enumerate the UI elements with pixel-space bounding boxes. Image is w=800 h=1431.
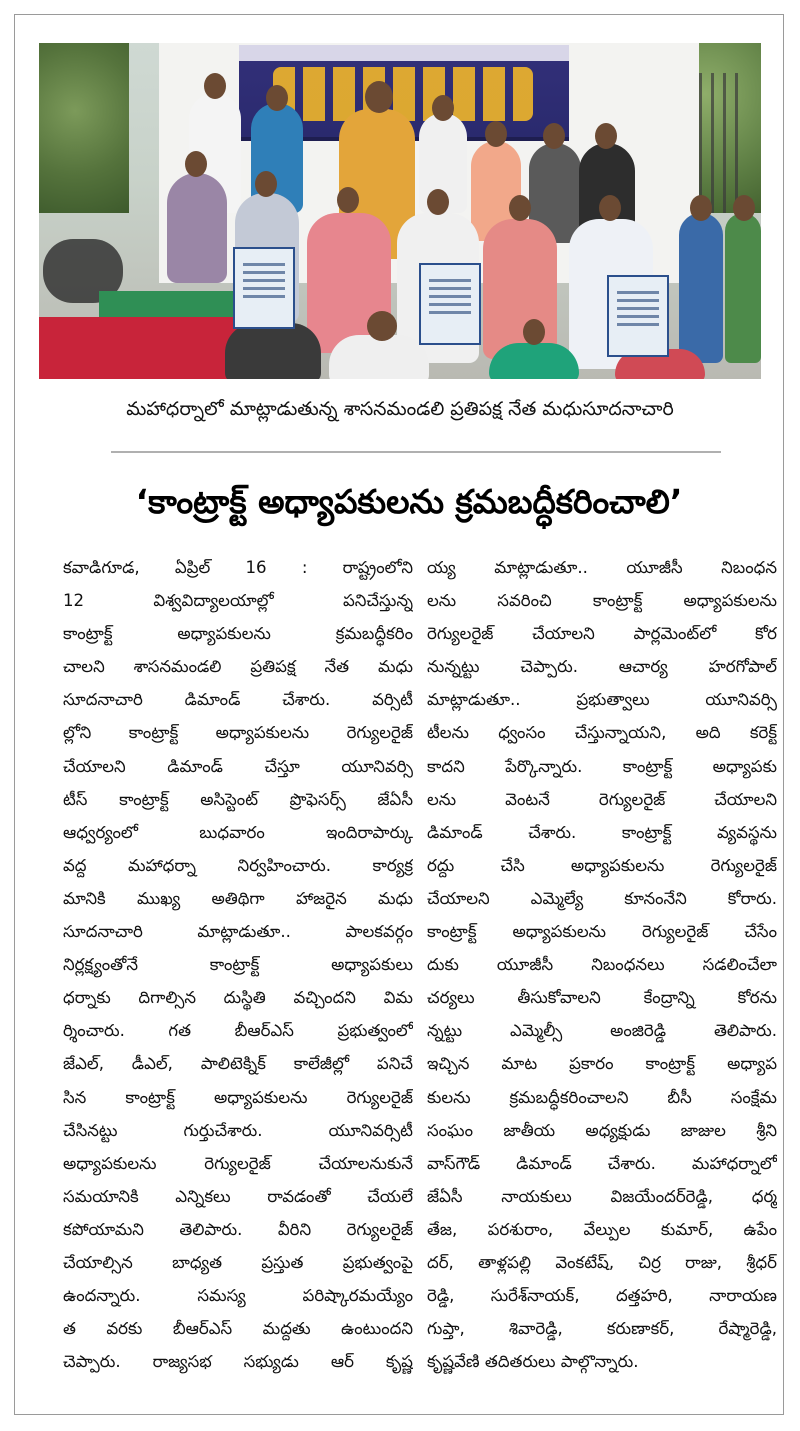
article-line: మాట్లాడుతూ.. ప్రభుత్వాలు యూనివర్సి: [427, 690, 777, 710]
news-photo: [39, 43, 761, 379]
caption-rule: [111, 451, 721, 453]
article-line: త వరకు బీఆర్ఎస్ మద్దతు ఉంటుందని: [63, 1319, 413, 1339]
person-head: [523, 319, 545, 345]
article-line: జేఎల్, డీఎల్, పాలిటెక్నిక్ కాలేజీల్లో పనిచే: [63, 1054, 413, 1074]
article-line: ర్శించారు. గత బీఆర్ఎస్ ప్రభుత్వంలో: [63, 1021, 413, 1041]
article-line: చర్యలు తీసుకోవాలని కేంద్రాన్ని కోరను: [427, 988, 777, 1008]
article-line: జేఏసీ నాయకులు విజయేందర్‌రెడ్డి, ధర్మ: [427, 1186, 777, 1206]
article-line: దుకు యూజీసీ నిబంధనలు సడలించేలా: [427, 955, 777, 975]
article-line: ఉందన్నారు. సమస్య పరిష్కారమయ్యేం: [63, 1286, 413, 1306]
person-head: [185, 151, 207, 177]
article-line: నున్నట్టు చెప్పారు. ఆచార్య హరగోపాల్: [427, 657, 777, 677]
headline: ‘కాంట్రాక్ట్ అధ్యాపకులను క్రమబద్ధీకరించాలి’: [135, 482, 683, 521]
article-line: సూదనాచారి మాట్లాడుతూ.. పాలకవర్గం: [63, 922, 413, 942]
person-head: [485, 121, 507, 147]
article-line: ల్లోని కాంట్రాక్ట్ అధ్యాపకులను రెగ్యులరైజ్: [63, 723, 413, 743]
article-line: కులను క్రమబద్ధీకరించాలని బీసీ సంక్షేమ: [427, 1087, 777, 1107]
person-head: [599, 195, 621, 221]
person: [225, 323, 321, 379]
stage-skirt: [39, 317, 239, 379]
article-line: చేయాల్సిన బాధ్యత ప్రస్తుత ప్రభుత్వంపై: [63, 1252, 413, 1272]
article-line: తేజ, పరశురాం, వేల్పుల కుమార్, ఉపేం: [427, 1219, 777, 1239]
article-line: అధ్యాపకులను రెగ్యులరైజ్ చేయాలనుకునే: [63, 1153, 413, 1173]
article-line: 12 విశ్వవిద్యాలయాల్లో పనిచేస్తున్న: [63, 591, 413, 611]
article-line: కవాడిగూడ, ఏప్రిల్ 16 : రాష్ట్రంలోని: [63, 558, 413, 577]
article-line: చేసినట్టు గుర్తుచేశారు. యూనివర్సిటీ: [63, 1120, 413, 1140]
article-line: గుప్తా, శివారెడ్డి, కరుణాకర్, రేష్మారెడ్డి,: [427, 1319, 777, 1339]
article-line: కపోయామని తెలిపారు. వీరిని రెగ్యులరైజ్: [63, 1219, 413, 1239]
placard: [233, 247, 295, 329]
tree-left: [39, 43, 129, 213]
photo-caption: మహాధర్నాలో మాట్లాడుతున్న శాసనమండలి ప్రతిపక్ష నేత మధుసూదనాచారి: [126, 398, 674, 420]
article-line: ఇచ్చిన మాట ప్రకారం కాంట్రాక్ట్ అధ్యాప: [427, 1054, 777, 1074]
person-head: [255, 171, 277, 197]
article-line: వాస్‌గౌడ్ డిమాండ్ చేశారు. మహాధర్నాలో: [427, 1153, 777, 1173]
article-line: మానికి ముఖ్య అతిథిగా హాజరైన మధు: [63, 888, 413, 908]
person: [483, 219, 557, 359]
article-line: ఆధ్వర్యంలో బుధవారం ఇందిరాపార్కు: [63, 822, 413, 842]
placard: [419, 263, 481, 345]
person-head: [733, 195, 755, 221]
article-line: ధర్నాకు దిగాల్సిన దుస్థితి వచ్చిందని విమ: [63, 988, 413, 1008]
article-line: న్నట్టు ఎమ్మెల్సీ అంజిరెడ్డి తెలిపారు.: [427, 1021, 777, 1041]
article-line: సమయానికి ఎన్నికలు రావడంతో చేయలే: [63, 1186, 413, 1206]
article-line: య్య మాట్లాడుతూ.. యూజీసీ నిబంధన: [427, 558, 777, 577]
placard: [607, 275, 669, 357]
article-line: టీలను ధ్వంసం చేస్తున్నాయని, అది కరెక్ట్: [427, 723, 777, 743]
person: [679, 213, 723, 363]
article-column-right: [427, 551, 777, 1378]
article-line: వద్ద మహాధర్నా నిర్వహించారు. కార్యక్ర: [63, 855, 413, 875]
person-head: [427, 189, 449, 215]
article-line: సిన కాంట్రాక్ట్ అధ్యాపకులను రెగ్యులరైజ్: [63, 1087, 413, 1107]
speaker-head: [365, 81, 393, 113]
article-line: లను వెంటనే రెగ్యులరైజ్ చేయాలని: [427, 789, 777, 809]
person: [167, 173, 227, 283]
article-line: చేయాలని డిమాండ్ చేస్తూ యూనివర్సి: [63, 756, 413, 776]
article-line: టీస్ కాంట్రాక్ట్ అసిస్టెంట్ ప్రొఫెసర్స్ జేఏసీ: [63, 789, 413, 809]
article-line: రెడ్డి, సురేశ్‌నాయక్, దత్తహరి, నారాయణ: [427, 1286, 777, 1306]
article-line: కాదని పేర్కొన్నారు. కాంట్రాక్ట్ అధ్యాపకు: [427, 756, 777, 776]
person-head: [204, 73, 226, 99]
person-head: [690, 195, 712, 221]
article-line: నిర్లక్ష్యంతోనే కాంట్రాక్ట్ అధ్యాపకులు: [63, 955, 413, 975]
article-line: చెప్పారు. రాజ్యసభ సభ్యుడు ఆర్ కృష్ణ: [63, 1352, 413, 1372]
article-line: చాలని శాసనమండలి ప్రతిపక్ష నేత మధు: [63, 657, 413, 677]
article-line: సంఘం జాతీయ అధ్యక్షుడు జాజుల శ్రీని: [427, 1120, 777, 1140]
article-line: డిమాండ్ చేశారు. కాంట్రాక్ట్ వ్యవస్థను: [427, 822, 777, 842]
article-line: దర్, తాళ్లపల్లి వెంకటేష్, చిర్ర రాజు, శ్రీధర్: [427, 1252, 777, 1272]
person-head: [266, 85, 288, 111]
news-clipping: [14, 14, 784, 1415]
person-head: [509, 195, 531, 221]
person: [489, 343, 579, 379]
article-line: రెగ్యులరైజ్ చేయాలని పార్లమెంట్‌లో కోర: [427, 624, 777, 644]
article-line: కృష్ణవేణి తదితరులు పాల్గొన్నారు.: [427, 1352, 639, 1372]
article-line: కాంట్రాక్ట్ అధ్యాపకులను రెగ్యులరైజ్ చేసేం: [427, 922, 777, 942]
article-line: కాంట్రాక్ట్ అధ్యాపకులను క్రమబద్ధీకరిం: [63, 624, 413, 644]
person: [329, 335, 429, 379]
person: [725, 213, 761, 363]
banner-strip: [239, 45, 569, 61]
article-line: సూదనాచారి డిమాండ్ చేశారు. వర్సిటీ: [63, 690, 413, 710]
banner-lettering: [273, 67, 533, 121]
person-head: [367, 311, 397, 341]
article-line: లను సవరించి కాంట్రాక్ట్ అధ్యాపకులను: [427, 591, 777, 611]
person-head: [595, 123, 617, 149]
person-head: [432, 95, 454, 121]
article-line: రద్దు చేసి అధ్యాపకులను రెగ్యులరైజ్: [427, 855, 777, 875]
article-column-left: [63, 551, 413, 1378]
article-line: చేయాలని ఎమ్మెల్యే కూనంనేని కోరారు.: [427, 888, 777, 908]
person-head: [543, 123, 565, 149]
person-head: [337, 187, 359, 213]
